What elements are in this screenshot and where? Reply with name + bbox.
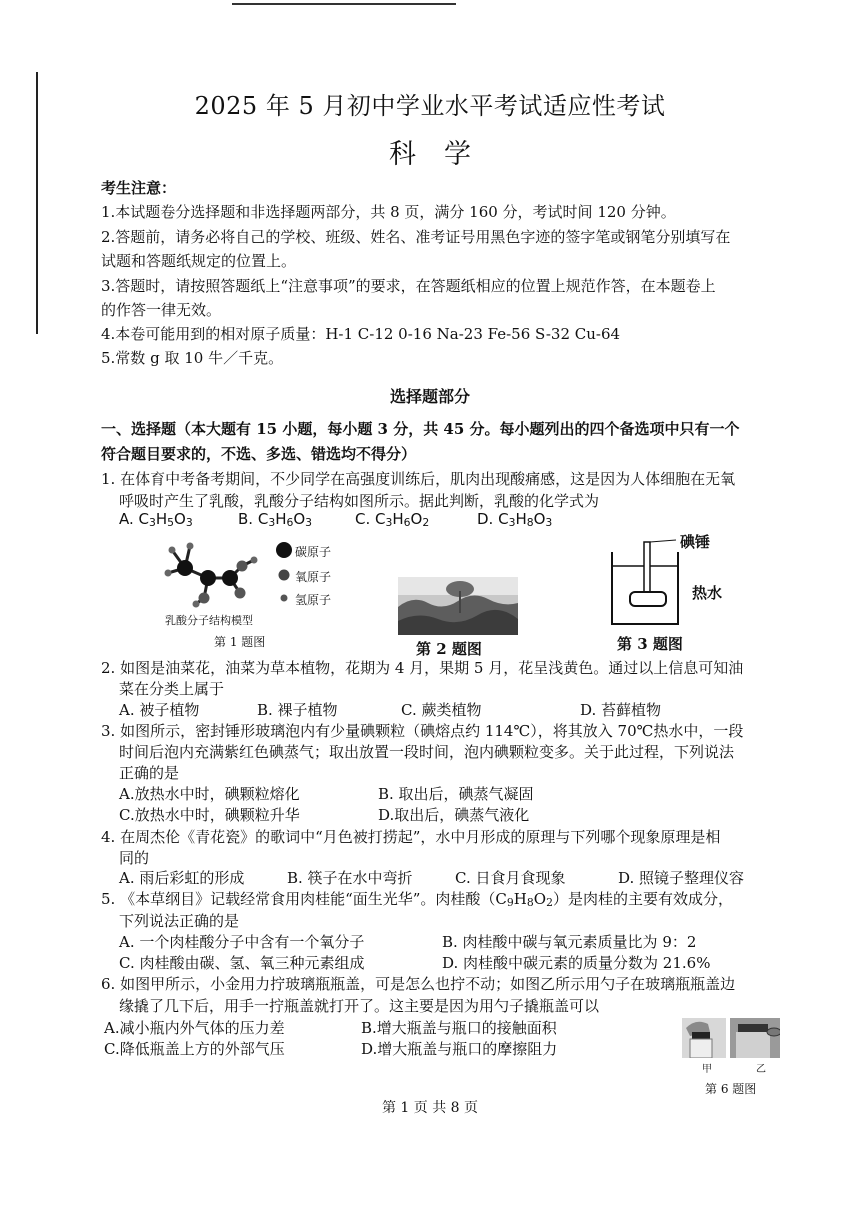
q4-option-c: C. 日食月食现象 — [455, 869, 566, 887]
q4-stem-2: 同的 — [119, 849, 150, 867]
q2-stem-1: 2. 如图是油菜花，油菜为草本植物，花期为 4 月，果期 5 月，花呈浅黄色。通过以上信息可知油 — [101, 659, 744, 677]
legend-hydrogen: 氢原子 — [295, 593, 332, 607]
q3-option-c: C.放热水中时，碘颗粒升华 — [119, 806, 300, 824]
q6-option-d: D.增大瓶盖与瓶口的摩擦阻力 — [361, 1040, 558, 1058]
q5-option-b: B. 肉桂酸中碳与氧元素质量比为 9：2 — [442, 933, 697, 951]
legend-oxygen: 氧原子 — [295, 570, 332, 584]
q2-option-d: D. 苔藓植物 — [580, 701, 662, 719]
q2-option-c: C. 蕨类植物 — [401, 701, 482, 719]
q3-stem-3: 正确的是 — [119, 764, 180, 782]
lactic-acid-model-caption: 乳酸分子结构模型 — [165, 614, 253, 627]
notice-item-2: 2.答题前，请务必将自己的学校、班级、姓名、准考证号用黑色字迹的签字笔或钢笔分别填写在 — [101, 228, 731, 246]
q1-option-d: D. $C_3H_8O_3$ — [477, 510, 553, 530]
iodine-hammer-figure — [606, 538, 686, 628]
q3-option-a: A.放热水中时，碘颗粒熔化 — [119, 785, 300, 803]
top-rule — [232, 3, 456, 5]
q4-option-d: D. 照镜子整理仪容 — [618, 869, 745, 887]
label-yi: 乙 — [756, 1064, 766, 1075]
jar-twist-photo-jia — [682, 1018, 726, 1058]
page-number: 第 1 页 共 8 页 — [381, 1100, 479, 1116]
fig1-caption: 第 1 题图 — [214, 635, 266, 649]
q3-stem-1: 3. 如图所示，密封锤形玻璃泡内有少量碘颗粒（碘熔点约 114℃），将其放入 70℃热水中，一段 — [101, 722, 744, 740]
notice-heading: 考生注意： — [101, 179, 177, 197]
notice-item-2-cont: 试题和答题纸规定的位置上。 — [101, 252, 297, 270]
q1-stem-1: 1. 在体育中考备考期间，不少同学在高强度训练后，肌肉出现酸痛感，这是因为人体细胞在无氧 — [101, 470, 736, 488]
q3-option-d: D.取出后，碘蒸气液化 — [378, 806, 530, 824]
q4-option-a: A. 雨后彩虹的形成 — [119, 869, 245, 887]
lactic-acid-model-figure — [160, 538, 260, 608]
q6-stem-1: 6. 如图甲所示，小金用力拧玻璃瓶瓶盖，可是怎么也拧不动；如图乙所示用勺子在玻璃瓶瓶盖边 — [101, 975, 736, 993]
q5-option-c: C. 肉桂酸由碳、氢、氧三种元素组成 — [119, 954, 365, 972]
q4-stem-1: 4. 在周杰伦《青花瓷》的歌词中“月色被打捞起”，水中月形成的原理与下列哪个现象原理是相 — [101, 828, 721, 846]
fig2-caption: 第 2 题图 — [416, 640, 482, 658]
q5-option-a: A. 一个肉桂酸分子中含有一个氧分子 — [119, 933, 365, 951]
label-jia: 甲 — [702, 1064, 712, 1075]
label-iodine-hammer: 碘锤 — [680, 533, 711, 551]
jar-spoon-photo-yi — [730, 1018, 780, 1058]
q3-option-b: B. 取出后，碘蒸气凝固 — [378, 785, 534, 803]
notice-item-4: 4.本卷可能用到的相对原子质量：H-1 C-12 0-16 Na-23 Fe-56 S-32 Cu-64 — [101, 325, 621, 343]
notice-item-5: 5.常数 g 取 10 牛／千克。 — [101, 349, 284, 367]
q1-stem-2: 呼吸时产生了乳酸，乳酸分子结构如图所示。据此判断，乳酸的化学式为 — [119, 492, 600, 510]
fig6-caption: 第 6 题图 — [705, 1082, 757, 1096]
atom-legend-icons — [275, 540, 293, 606]
q6-option-b: B.增大瓶盖与瓶口的接触面积 — [361, 1019, 557, 1037]
q1-option-c: C. $C_3H_6O_2$ — [355, 510, 430, 530]
section-title: 选择题部分 — [389, 387, 470, 406]
q5-stem-1: 5. 《本草纲目》记载经常食用肉桂能“面生光华”。肉桂酸$(C_9H_8O_2)$是肉桂的主要有效成分， — [101, 890, 733, 910]
legend-carbon: 碳原子 — [295, 545, 332, 559]
q1-option-a: A. $C_3H_5O_3$ — [119, 510, 193, 530]
q2-option-a: A. 被子植物 — [119, 701, 200, 719]
section-instruction-2: 符合题目要求的，不选、多选、错选均不得分） — [101, 445, 417, 463]
notice-item-3-cont: 的作答一律无效。 — [101, 301, 222, 319]
q4-option-b: B. 筷子在水中弯折 — [287, 869, 413, 887]
q5-stem-2: 下列说法正确的是 — [119, 912, 240, 930]
exam-title: 2025 年 5 月初中学业水平考试适应性考试 — [194, 92, 666, 120]
q5-option-d: D. 肉桂酸中碳元素的质量分数为 21.6% — [442, 954, 711, 972]
q1-option-b: B. $C_3H_6O_3$ — [238, 510, 313, 530]
section-instruction-1: 一、选择题（本大题有 15 小题，每小题 3 分，共 45 分。每小题列出的四个备选项中只有一个 — [101, 420, 740, 438]
notice-item-3: 3.答题时，请按照答题纸上“注意事项”的要求，在答题纸相应的位置上规范作答，在本题卷上 — [101, 277, 716, 295]
fig3-caption: 第 3 题图 — [617, 635, 683, 653]
q6-option-a: A.减小瓶内外气体的压力差 — [104, 1019, 285, 1037]
q6-option-c: C.降低瓶盖上方的外部气压 — [104, 1040, 285, 1058]
q3-stem-2: 时间后泡内充满紫红色碘蒸气；取出放置一段时间，泡内碘颗粒变多。关于此过程，下列说法 — [119, 743, 735, 761]
q6-stem-2: 缘撬了几下后，用手一拧瓶盖就打开了。这主要是因为用勺子撬瓶盖可以 — [119, 997, 600, 1015]
rapeseed-flower-photo — [398, 577, 518, 635]
q2-stem-2: 菜在分类上属于 — [119, 680, 225, 698]
label-hot-water: 热水 — [692, 584, 723, 602]
q2-option-b: B. 裸子植物 — [257, 701, 338, 719]
notice-item-1: 1.本试题卷分选择题和非选择题两部分，共 8 页，满分 160 分，考试时间 120 分钟。 — [101, 203, 676, 221]
subject-title: 科学 — [389, 139, 499, 170]
